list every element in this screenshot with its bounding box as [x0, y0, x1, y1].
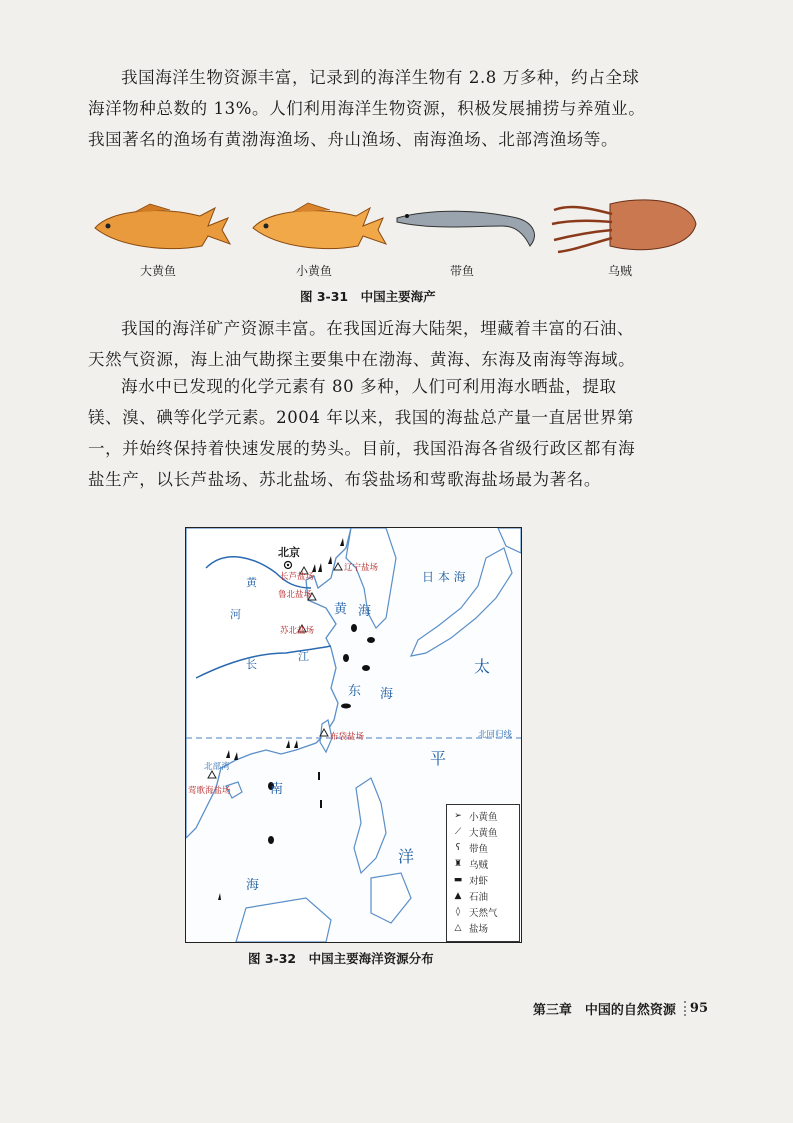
label-lubei-salt-field: 鲁北盐场 — [278, 590, 313, 600]
label-cuttlefish: 乌贼 — [608, 264, 633, 278]
label-japan-sea: 日 本 海 — [422, 570, 466, 584]
prawn-icon: ▬ — [453, 875, 463, 885]
salt-field-icon: △ — [454, 923, 462, 933]
caption-figure-3-31: 图 3-31 中国主要海产 — [300, 289, 436, 304]
cuttlefish-icon: ♜ — [453, 859, 463, 869]
large-yellow-croaker-illustration — [90, 200, 240, 256]
figure-3-31 — [80, 192, 700, 288]
label-south-sea-1: 南 — [270, 782, 284, 797]
legend-cuttlefish: ♜ 乌贼 — [451, 857, 488, 871]
page-number: 95 — [684, 1001, 708, 1016]
label-pacific-ping: 平 — [430, 749, 447, 768]
legend-hairtail: ʕ 带鱼 — [451, 841, 488, 855]
legend-salt-field: △ 盐场 — [451, 921, 488, 935]
large-croaker-icon: ⟋ — [454, 827, 462, 837]
label-budai-salt-field: 布袋盐场 — [330, 732, 365, 742]
paragraph-sea-salt: 海水中已发现的化学元素有 80 多种，人们可利用海水晒盐，提取镁、溴、碘等化学元素。2004 年以来，我国的海盐总产量一直居世界第一，并始终保持着快速发展的势头。目前，我国沿海各省级行政区都有海盐生产，以长芦盐场、苏北盐场、布袋盐场和莺歌海盐场最为著名。 — [88, 377, 636, 489]
label-east-sea-1: 东 — [348, 684, 362, 699]
label-south-sea-2: 海 — [246, 878, 260, 893]
label-huang-river-2: 河 — [230, 608, 241, 621]
label-small-yellow-croaker: 小黄鱼 — [296, 264, 333, 278]
legend-small-yellow-croaker: ➢ 小黄鱼 — [451, 809, 498, 823]
label-chang-river-2: 江 — [298, 650, 309, 663]
label-east-sea-2: 海 — [380, 687, 394, 702]
legend-oil: ▲ 石油 — [451, 889, 488, 903]
natural-gas-icon: ◊ — [455, 907, 461, 917]
cuttlefish-illustration — [550, 194, 700, 258]
label-hairtail: 带鱼 — [450, 264, 475, 278]
legend-prawn: ▬ 对虾 — [451, 873, 488, 887]
label-pacific-yang: 洋 — [398, 847, 415, 866]
label-beibu-gulf: 北部湾 — [204, 762, 230, 772]
figure-3-32-map — [185, 527, 522, 943]
small-croaker-icon: ➢ — [454, 811, 462, 821]
label-beijing: 北京 — [278, 546, 300, 559]
label-pacific-tai: 太 — [474, 657, 491, 676]
label-tropic-of-cancer: 北回归线 — [478, 730, 513, 740]
label-changlu-salt-field: 长芦盐场 — [280, 572, 315, 582]
label-huang-river-1: 黄 — [246, 576, 257, 589]
hairtail-illustration — [392, 204, 547, 254]
paragraph-marine-life: 我国海洋生物资源丰富，记录到的海洋生物有 2.8 万多种，约占全球海洋物种总数的 13%。人们利用海洋生物资源，积极发展捕捞与养殖业。我国著名的渔场有黄渤海渔场、舟山渔场、南海渔场、北部湾渔场等。 — [88, 68, 646, 149]
label-yellow-sea-1: 黄 — [334, 602, 348, 617]
legend-large-yellow-croaker: ⟋ 大黄鱼 — [451, 825, 498, 839]
paragraph-mineral-resources: 我国的海洋矿产资源丰富。在我国近海大陆架，埋藏着丰富的石油、天然气资源，海上油气勘探主要集中在渤海、黄海、东海及南海等海域。 — [88, 319, 636, 369]
small-yellow-croaker-illustration — [248, 200, 393, 256]
label-yellow-sea-2: 海 — [358, 604, 372, 619]
label-liaoning-salt-field: 辽宁盐场 — [344, 563, 379, 573]
chapter-title: 第三章 中国的自然资源 — [532, 1003, 676, 1018]
map-legend — [446, 804, 520, 942]
oil-icon: ▲ — [454, 891, 462, 901]
label-subei-salt-field: 苏北盐场 — [280, 626, 315, 636]
label-yingge-salt-field: 莺歌海盐场 — [188, 786, 231, 796]
label-chang-river-1: 长 — [246, 658, 257, 671]
legend-natural-gas: ◊ 天然气 — [451, 905, 498, 919]
hairtail-icon: ʕ — [455, 843, 461, 853]
caption-figure-3-32: 图 3-32 中国主要海洋资源分布 — [248, 951, 434, 966]
label-large-yellow-croaker: 大黄鱼 — [140, 264, 177, 278]
page-footer — [533, 999, 708, 1018]
